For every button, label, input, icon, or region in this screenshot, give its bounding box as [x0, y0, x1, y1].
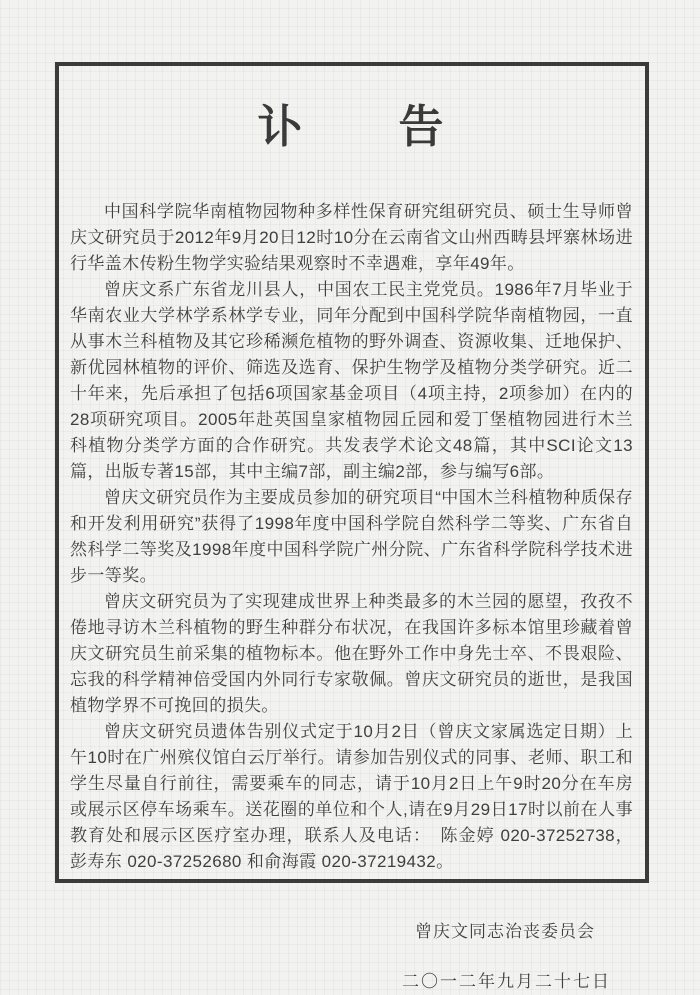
paragraph-funeral-arrangements: 曾庆文研究员遗体告别仪式定于10月2日（曾庆文家属选定日期）上午10时在广州殡仪馆白云厅举行。请参加告别仪式的同事、老师、职工和学生尽量自行前往，需要乘车的同志，请于10月2日上午9时20分在车房或展示区停车场乘车。送花圈的单位和个人,请在9月29日17时以前在人事教育处和展示区医疗室办理，联系人及电话： 陈金婷 020-37252738，彭寿东 020-37252680 和俞海霞 020-37219432。 [70, 722, 633, 871]
paragraph-awards: 曾庆文研究员作为主要成员参加的研究项目“中国木兰科植物种质保存和开发利用研究”获得了1998年度中国科学院自然科学二等奖、广东省自然科学二等奖及1998年度中国科学院广州分院、广东省科学院科学技术进步一等奖。 [70, 488, 633, 585]
paragraph-death-notice: 中国科学院华南植物园物种多样性保育研究组研究员、硕士生导师曾庆文研究员于2012年9月20日12时10分在云南省文山州西畴县坪寨林场进行华盖木传粉生物学实验结果观察时不幸遇难，享年49年。 [70, 202, 633, 273]
page-title: 讣 告 [257, 101, 446, 152]
obituary-frame [55, 62, 649, 991]
paragraph-biography: 曾庆文系广东省龙川县人，中国农工民主党党员。1986年7月毕业于华南农业大学林学系林学专业，同年分配到中国科学院华南植物园，一直从事木兰科植物及其它珍稀濒危植物的野外调查、资源收集、迁地保护、新优园林植物的评价、筛选及选育、保护生物学及植物分类学研究。近二十年来，先后承担了包括6项国家基金项目（4项主持，2项参加）在内的28项研究项目。2005年赴英国皇家植物园丘园和爱丁堡植物园进行木兰科植物分类学方面的合作研究。共发表学术论文48篇，其中SCI论文13篇，出版专著15部，其中主编7部，副主编2部，参与编写6部。 [70, 280, 633, 481]
document-date: 二〇一二年九月二十七日 [402, 972, 611, 991]
signature-committee: 曾庆文同志治丧委员会 [415, 922, 595, 941]
paragraph-tribute: 曾庆文研究员为了实现建成世界上种类最多的木兰园的愿望，孜孜不倦地寻访木兰科植物的野生种群分布状况，在我国许多标本馆里珍藏着曾庆文研究员生前采集的植物标本。他在野外工作中身先士卒、不畏艰险、忘我的科学精神倍受国内外同行专家敬佩。曾庆文研究员的逝世，是我国植物学界不可挽回的损失。 [70, 592, 633, 715]
obituary-body [70, 199, 633, 875]
